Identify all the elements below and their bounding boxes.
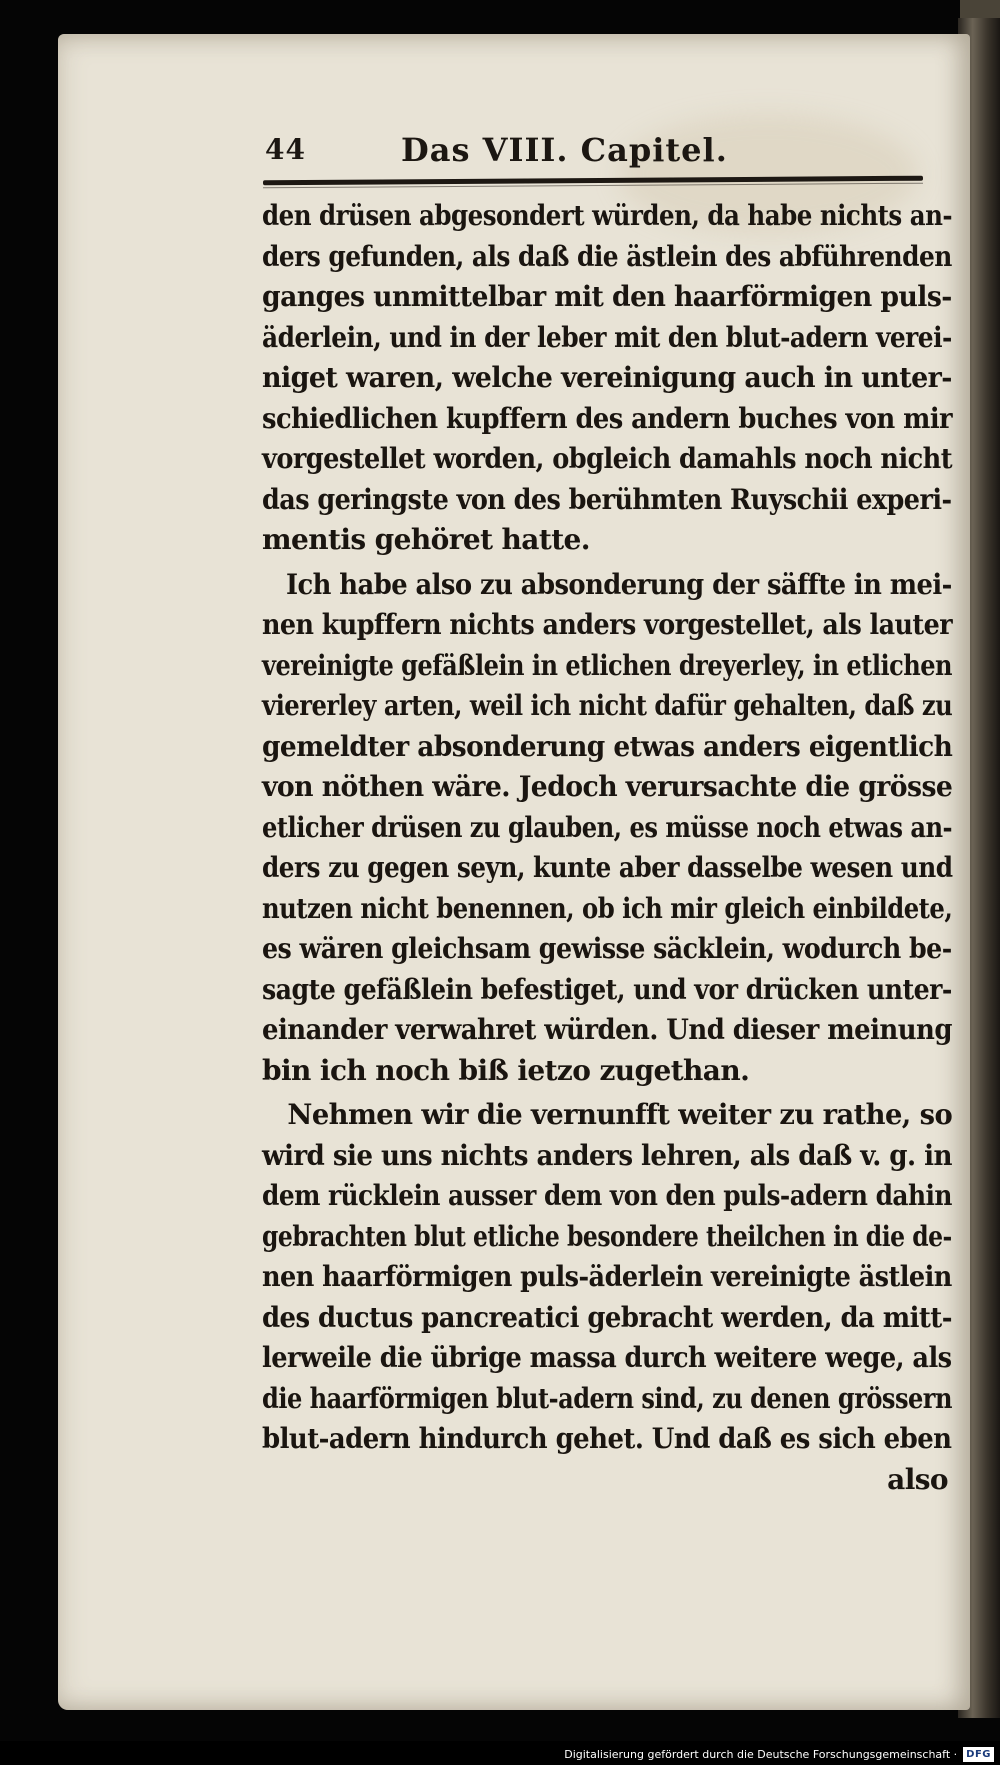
- text-line-paragraph-start: Nehmen wir die vernunfft weiter zu rathe, so: [287, 1098, 953, 1131]
- text-line: ganges unmittelbar mit den haarförmigen puls-: [262, 280, 952, 313]
- text-line: gemeldter absonderung etwas anders eigentlich: [262, 729, 953, 763]
- catchword: also: [887, 1462, 948, 1496]
- running-title: Das VIII. Capitel.: [401, 131, 728, 169]
- text-line: mentis gehöret hatte.: [262, 523, 590, 556]
- text-line: von nöthen wäre. Jedoch verursachte die grösse: [262, 770, 953, 803]
- text-line: den drüsen abgesondert würden, da habe nichts an-: [262, 199, 953, 232]
- text-line: nutzen nicht benennen, ob ich mir gleich einbildete,: [262, 891, 953, 925]
- text-line: vereinigte gefäßlein in etlichen dreyerley, in etlichen: [262, 648, 953, 682]
- text-line: äderlein, und in der leber mit den blut-adern verei-: [262, 320, 952, 354]
- text-line: bin ich noch biß ietzo zugethan.: [262, 1053, 750, 1087]
- text-line-paragraph-start: Ich habe also zu absonderung der säffte in mei-: [285, 567, 952, 601]
- page-number: 44: [265, 133, 306, 166]
- credit-text: Digitalisierung gefördert durch die Deutsche Forschungsgemeinschaft ·: [564, 1747, 958, 1761]
- text-line: sagte gefäßlein befestiget, und vor drücken unter-: [262, 972, 952, 1006]
- text-line: niget waren, welche vereinigung auch in unter-: [262, 361, 952, 394]
- text-line: es wären gleichsam gewisse säcklein, wodurch be-: [262, 932, 952, 965]
- text-line: blut-adern hindurch gehet. Und daß es sich eben: [262, 1422, 952, 1455]
- text-line: ders gefunden, als daß die ästlein des abführenden: [262, 239, 952, 273]
- text-line: das geringste von des berühmten Ruyschii experi-: [262, 482, 952, 516]
- digitization-credit: [564, 1745, 994, 1763]
- text-line: einander verwahret würden. Und dieser meinung: [262, 1013, 952, 1046]
- text-line: etlicher drüsen zu glauben, es müsse noch etwas an-: [262, 810, 953, 844]
- text-line: gebrachten blut etliche besondere theilchen in die de-: [262, 1219, 952, 1253]
- text-line: wird sie uns nichts anders lehren, als daß v. g. in: [262, 1138, 952, 1172]
- dfg-logo: DFG: [963, 1747, 994, 1762]
- text-line: die haarförmigen blut-adern sind, zu denen grössern: [262, 1381, 952, 1415]
- body-text: [262, 196, 952, 1500]
- text-line: schiedlichen kupffern des andern buches von mir: [262, 401, 953, 435]
- text-line: viererley arten, weil ich nicht dafür gehalten, daß zu: [262, 689, 953, 722]
- text-line: dem rücklein ausser dem von den puls-adern dahin: [262, 1179, 952, 1212]
- text-line: nen haarförmigen puls-äderlein vereinigte ästlein: [262, 1260, 952, 1293]
- text-line: lerweile die übrige massa durch weitere wege, als: [262, 1341, 952, 1374]
- text-line: vorgestellet worden, obgleich damahls noch nicht: [262, 442, 953, 475]
- text-line: ders zu gegen seyn, kunte aber dasselbe wesen und: [262, 851, 953, 884]
- text-line: des ductus pancreatici gebracht werden, da mitt-: [262, 1300, 952, 1334]
- text-line: nen kupffern nichts anders vorgestellet, als lauter: [262, 608, 953, 641]
